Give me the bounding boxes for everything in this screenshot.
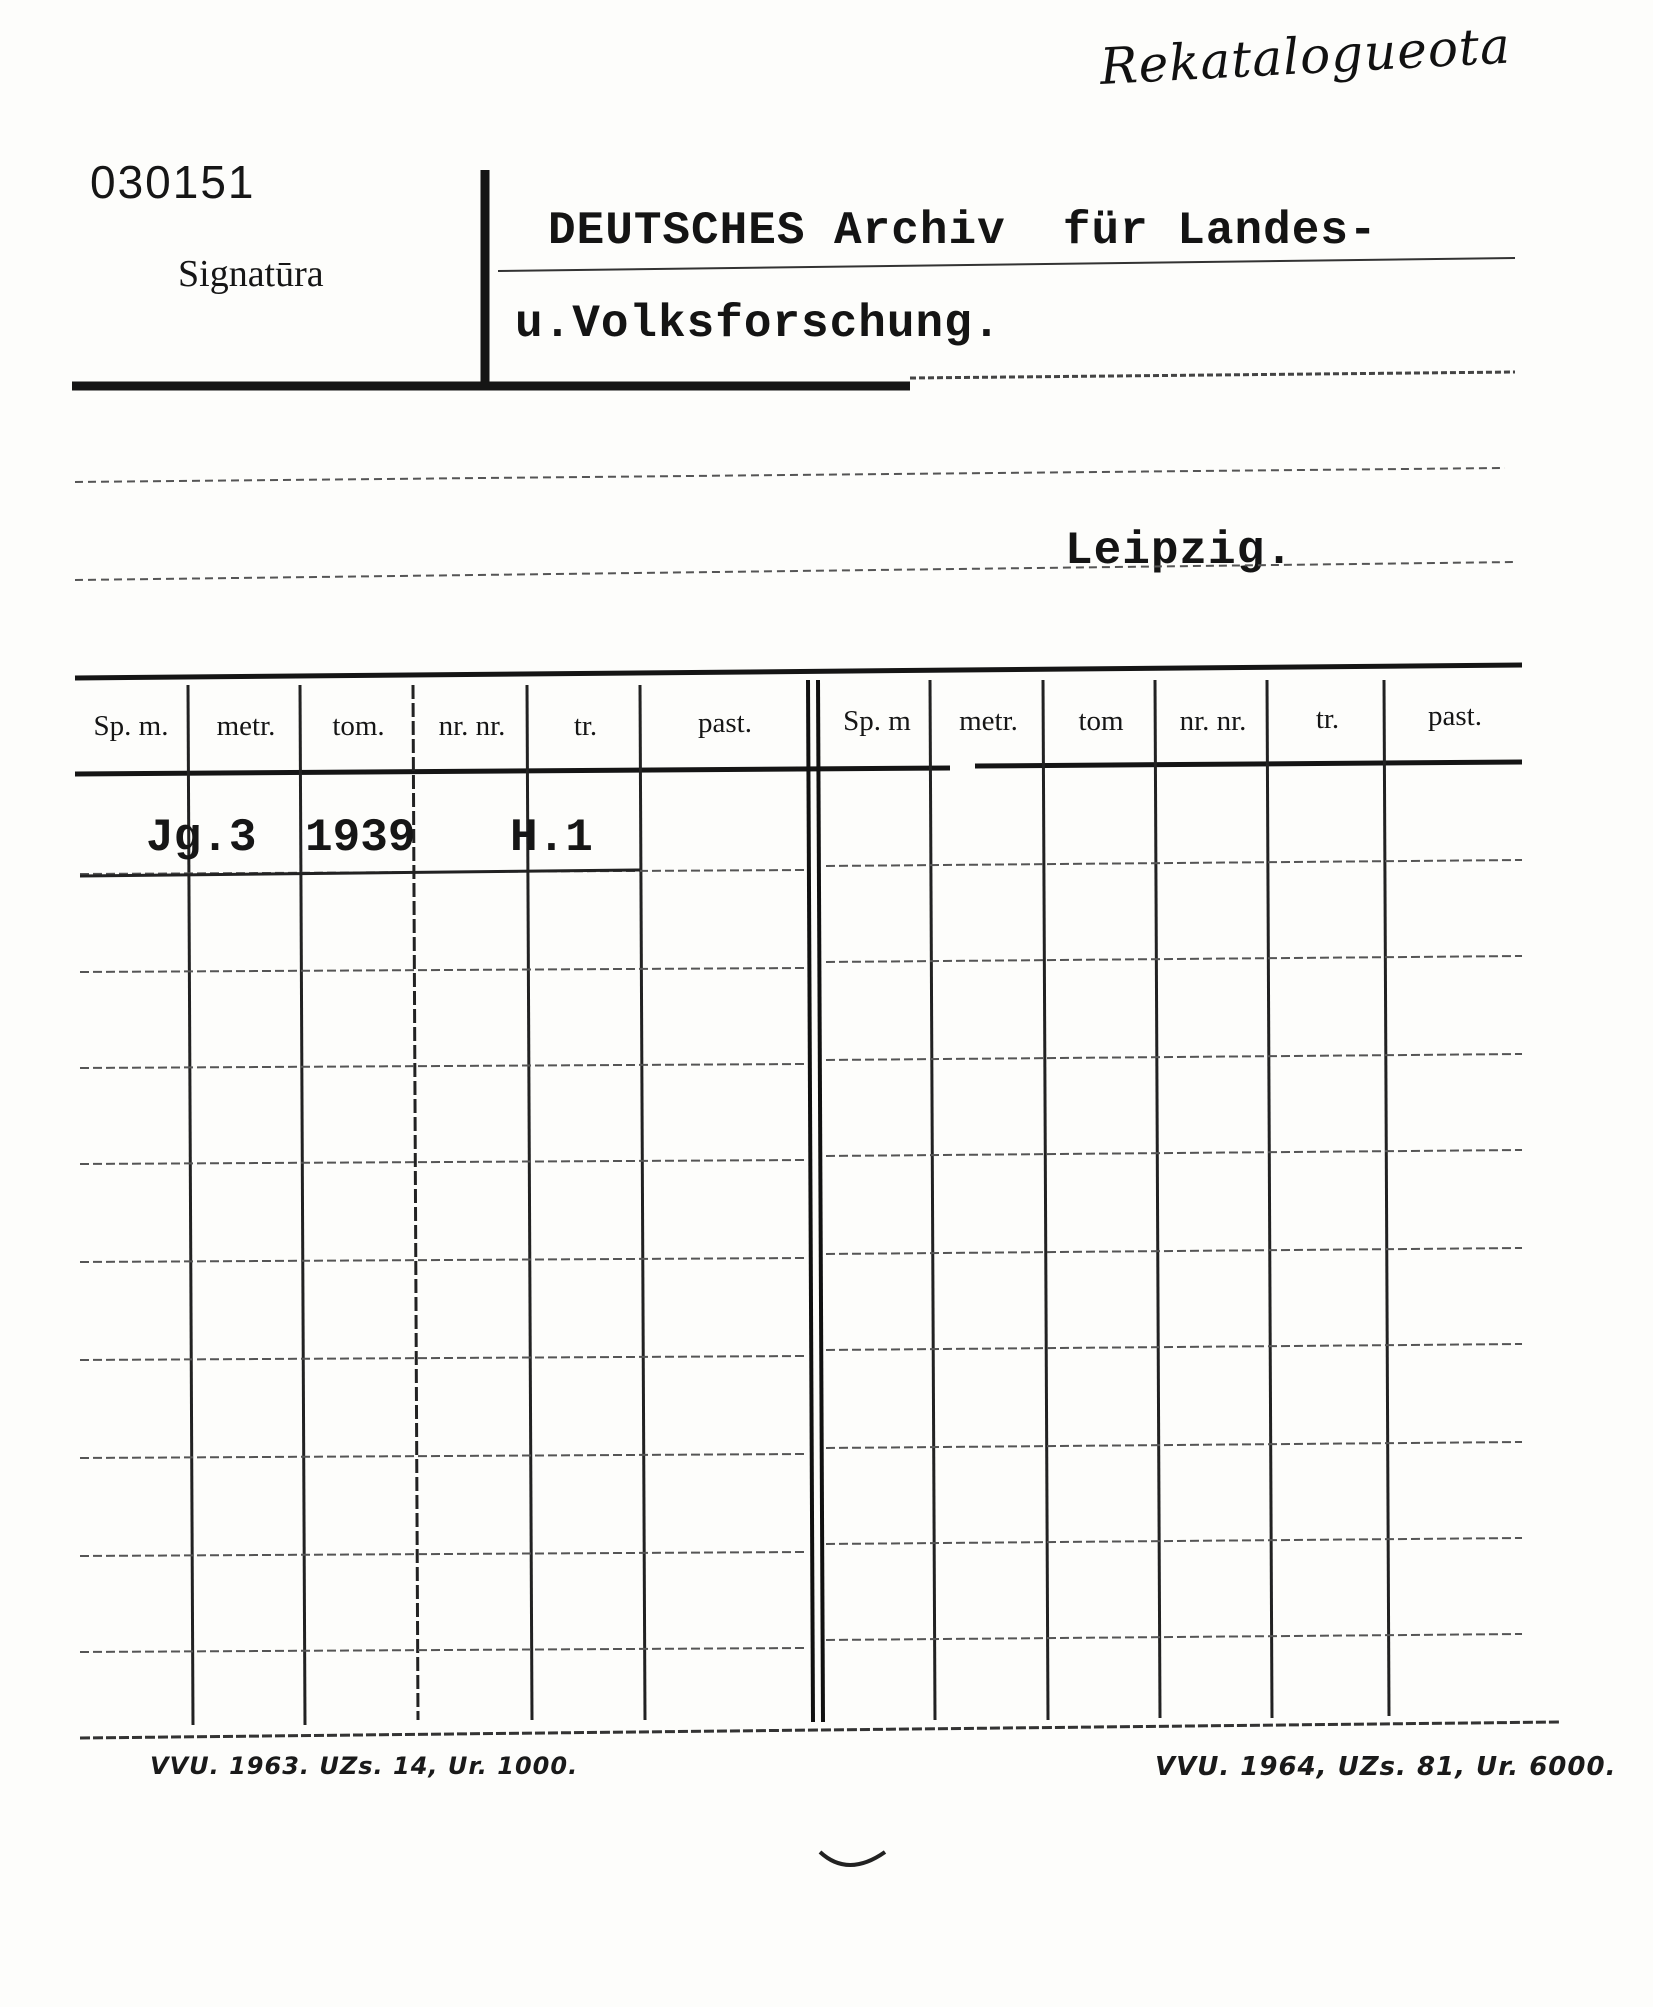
handwritten-note: Rekatalogueota — [1098, 16, 1513, 96]
archive-title-line1: DEUTSCHES Archiv für Landes- — [548, 205, 1378, 257]
signature-number: 030151 — [90, 156, 256, 208]
header-right-metr: metr. — [959, 705, 1018, 737]
header-right-tr: tr. — [1315, 703, 1340, 735]
footer-note-left: VVU. 1963. UZs. 14, Ur. 1000. — [150, 1752, 579, 1780]
footer-note-right: VVU. 1964, UZs. 81, Ur. 6000. — [1155, 1752, 1617, 1782]
header-left-nr-nr: nr. nr. — [438, 710, 506, 742]
cell-year: 1939 — [305, 812, 416, 864]
signature-label: Signatūra — [178, 253, 324, 295]
header-left-past: past. — [698, 707, 752, 739]
header-left-sp-m: Sp. m. — [93, 710, 169, 742]
header-right-sp-m: Sp. m — [843, 705, 911, 737]
header-right-past: past. — [1428, 700, 1482, 732]
header-left-metr: metr. — [216, 710, 276, 742]
header-left-tom: tom. — [332, 710, 385, 742]
header-right-nr-nr: nr. nr. — [1179, 705, 1247, 737]
header-left-tr: tr. — [573, 710, 598, 742]
cell-heft: H.1 — [510, 812, 593, 864]
archive-title-line2: u.Volksforschung. — [515, 298, 1002, 350]
cell-jahrgang: Jg.3 — [146, 812, 257, 864]
place-of-publication: Leipzig. — [1065, 525, 1294, 577]
header-right-tom: tom — [1078, 705, 1124, 737]
